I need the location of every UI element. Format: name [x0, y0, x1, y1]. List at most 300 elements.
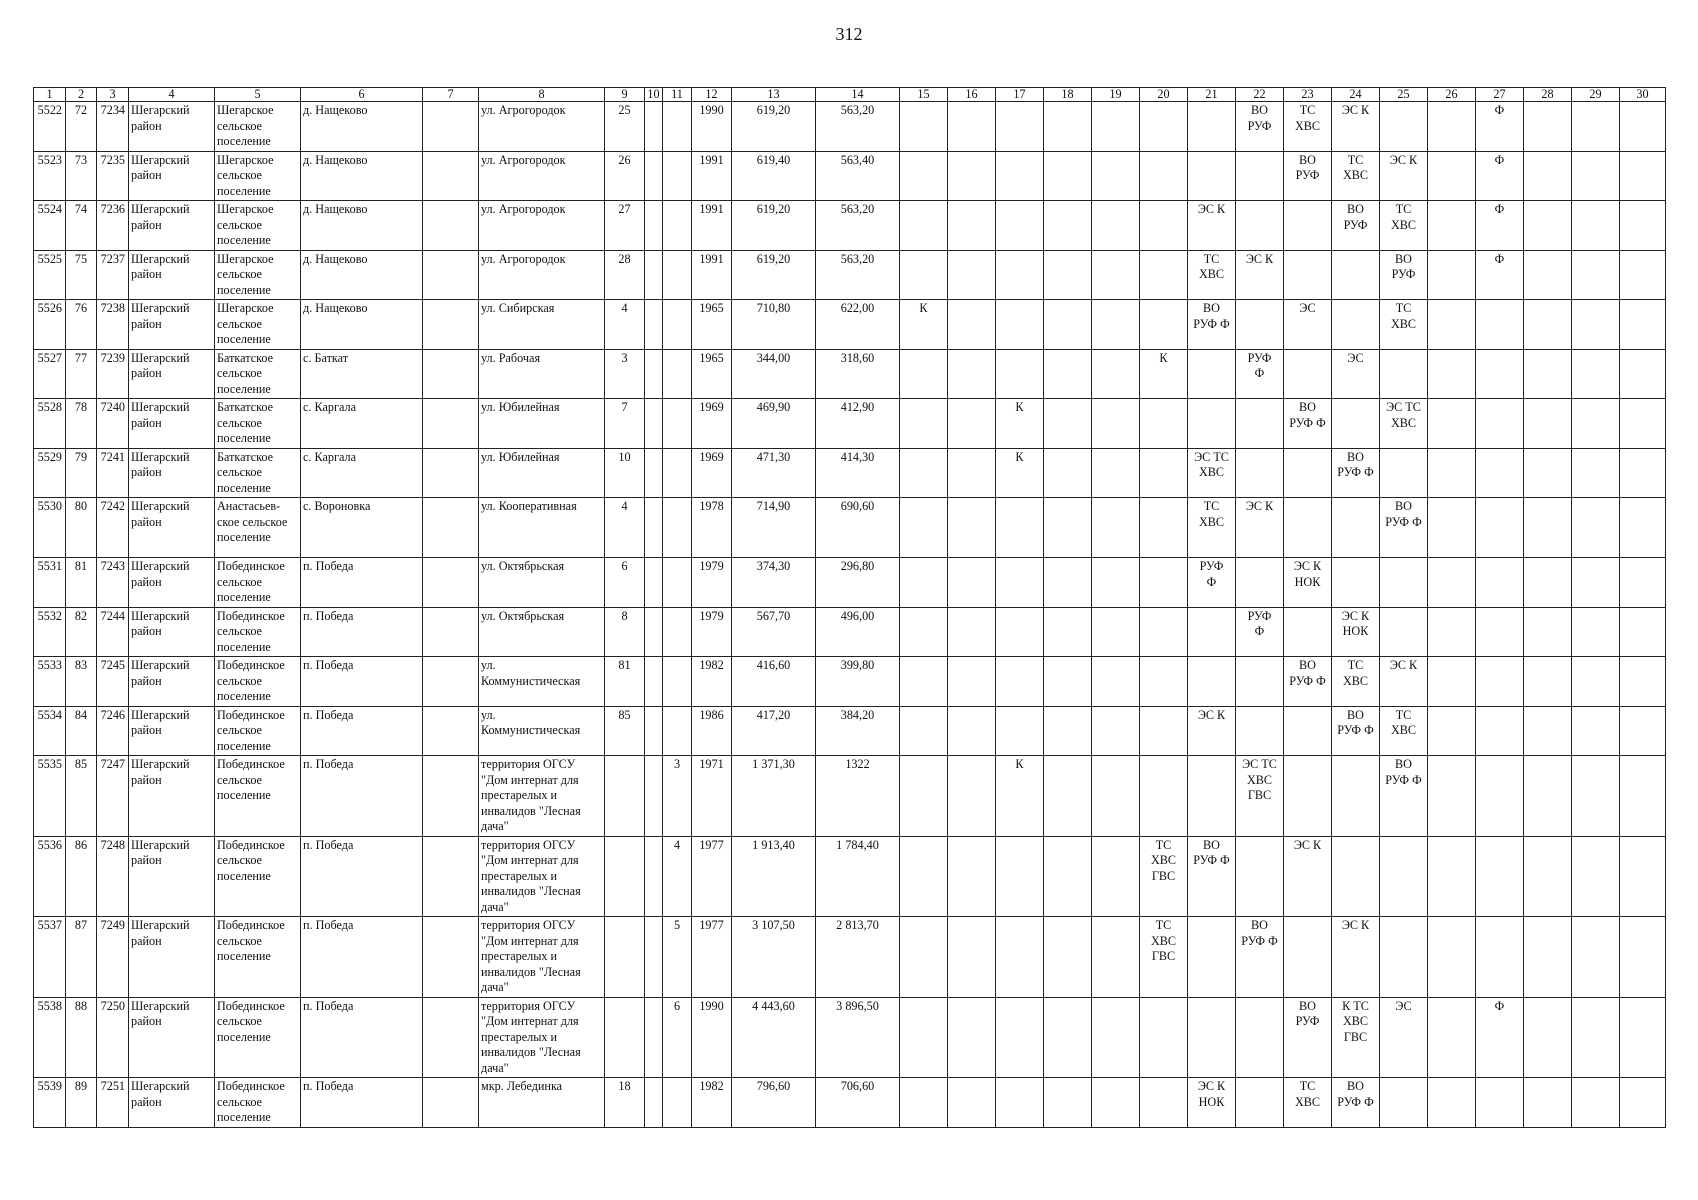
cell-col-17 [996, 607, 1044, 657]
cell-col-21: ЭС К [1188, 706, 1236, 756]
cell-col-14: 563,20 [816, 102, 900, 152]
column-header-28: 28 [1524, 88, 1572, 102]
cell-col-24 [1332, 498, 1380, 558]
cell-col-6: с. Каргала [301, 448, 423, 498]
cell-col-15 [900, 836, 948, 917]
cell-col-22 [1236, 448, 1284, 498]
column-header-7: 7 [423, 88, 479, 102]
column-header-1: 1 [34, 88, 66, 102]
cell-col-18 [1044, 756, 1092, 837]
cell-col-9: 4 [605, 300, 645, 350]
cell-col-22: ЭС К [1236, 498, 1284, 558]
cell-col-22 [1236, 657, 1284, 707]
table-row [34, 558, 1666, 608]
cell-col-18 [1044, 448, 1092, 498]
cell-col-14: 384,20 [816, 706, 900, 756]
cell-col-10 [645, 448, 663, 498]
cell-col-19 [1092, 201, 1140, 251]
cell-col-13: 417,20 [732, 706, 816, 756]
cell-col-22 [1236, 997, 1284, 1078]
table-row [34, 448, 1666, 498]
cell-col-14: 563,40 [816, 151, 900, 201]
page-number: 312 [835, 24, 863, 44]
cell-col-21: ВО РУФ Ф [1188, 300, 1236, 350]
cell-col-5: Побединское сельское поселение [215, 558, 301, 608]
cell-col-2: 86 [66, 836, 97, 917]
cell-col-28 [1524, 836, 1572, 917]
cell-col-23 [1284, 607, 1332, 657]
cell-col-8: ул. Агрогородок [479, 102, 605, 152]
cell-col-3: 7241 [97, 448, 129, 498]
cell-col-15 [900, 102, 948, 152]
cell-col-17 [996, 498, 1044, 558]
cell-col-27: Ф [1476, 102, 1524, 152]
cell-col-15 [900, 657, 948, 707]
cell-col-10 [645, 1078, 663, 1128]
cell-col-6: п. Победа [301, 756, 423, 837]
table-row [34, 607, 1666, 657]
cell-col-1: 5534 [34, 706, 66, 756]
cell-col-4: Шегарский район [129, 201, 215, 251]
cell-col-8: ул. Юбилейная [479, 448, 605, 498]
cell-col-30 [1620, 997, 1666, 1078]
cell-col-7 [423, 399, 479, 449]
cell-col-2: 84 [66, 706, 97, 756]
cell-col-14: 412,90 [816, 399, 900, 449]
cell-col-18 [1044, 706, 1092, 756]
cell-col-28 [1524, 997, 1572, 1078]
cell-col-17 [996, 151, 1044, 201]
cell-col-22 [1236, 558, 1284, 608]
cell-col-21: ВО РУФ Ф [1188, 836, 1236, 917]
cell-col-1: 5525 [34, 250, 66, 300]
cell-col-9: 85 [605, 706, 645, 756]
cell-col-20 [1140, 997, 1188, 1078]
cell-col-5: Баткатское сельское поселение [215, 399, 301, 449]
table-row [34, 997, 1666, 1078]
cell-col-14: 690,60 [816, 498, 900, 558]
cell-col-27 [1476, 756, 1524, 837]
cell-col-2: 75 [66, 250, 97, 300]
cell-col-7 [423, 250, 479, 300]
cell-col-27 [1476, 448, 1524, 498]
cell-col-25: ВО РУФ Ф [1380, 498, 1428, 558]
cell-col-7 [423, 448, 479, 498]
cell-col-8: территория ОГСУ "Дом интернат для престарелых и инвалидов "Лесная дача" [479, 917, 605, 998]
cell-col-25 [1380, 102, 1428, 152]
cell-col-19 [1092, 151, 1140, 201]
cell-col-21: РУФ Ф [1188, 558, 1236, 608]
table-row [34, 498, 1666, 558]
cell-col-8: ул. Агрогородок [479, 201, 605, 251]
column-header-8: 8 [479, 88, 605, 102]
cell-col-7 [423, 300, 479, 350]
cell-col-10 [645, 349, 663, 399]
cell-col-29 [1572, 250, 1620, 300]
cell-col-8: ул. Агрогородок [479, 250, 605, 300]
cell-col-8: мкр. Лебединка [479, 1078, 605, 1128]
cell-col-21: ЭС К [1188, 201, 1236, 251]
cell-col-27 [1476, 349, 1524, 399]
cell-col-5: Баткатское сельское поселение [215, 349, 301, 399]
cell-col-19 [1092, 607, 1140, 657]
cell-col-2: 73 [66, 151, 97, 201]
cell-col-9: 3 [605, 349, 645, 399]
cell-col-14: 706,60 [816, 1078, 900, 1128]
column-header-30: 30 [1620, 88, 1666, 102]
cell-col-3: 7239 [97, 349, 129, 399]
cell-col-25: ТС ХВС [1380, 201, 1428, 251]
cell-col-7 [423, 607, 479, 657]
cell-col-1: 5523 [34, 151, 66, 201]
cell-col-16 [948, 300, 996, 350]
cell-col-29 [1572, 997, 1620, 1078]
table-row [34, 349, 1666, 399]
column-header-24: 24 [1332, 88, 1380, 102]
cell-col-5: Побединское сельское поселение [215, 706, 301, 756]
cell-col-5: Побединское сельское поселение [215, 657, 301, 707]
cell-col-5: Баткатское сельское поселение [215, 448, 301, 498]
column-header-11: 11 [663, 88, 692, 102]
cell-col-6: п. Победа [301, 997, 423, 1078]
cell-col-12: 1977 [692, 836, 732, 917]
cell-col-5: Шегарское сельское поселение [215, 201, 301, 251]
cell-col-30 [1620, 917, 1666, 998]
cell-col-19 [1092, 706, 1140, 756]
column-header-12: 12 [692, 88, 732, 102]
cell-col-27 [1476, 836, 1524, 917]
cell-col-1: 5527 [34, 349, 66, 399]
cell-col-14: 296,80 [816, 558, 900, 608]
table-row [34, 399, 1666, 449]
cell-col-16 [948, 836, 996, 917]
cell-col-30 [1620, 706, 1666, 756]
cell-col-7 [423, 1078, 479, 1128]
cell-col-17 [996, 836, 1044, 917]
cell-col-28 [1524, 448, 1572, 498]
cell-col-29 [1572, 201, 1620, 251]
cell-col-5: Побединское сельское поселение [215, 997, 301, 1078]
cell-col-10 [645, 997, 663, 1078]
cell-col-14: 1322 [816, 756, 900, 837]
cell-col-1: 5531 [34, 558, 66, 608]
cell-col-18 [1044, 399, 1092, 449]
cell-col-29 [1572, 1078, 1620, 1128]
cell-col-13: 796,60 [732, 1078, 816, 1128]
cell-col-27 [1476, 399, 1524, 449]
cell-col-8: ул. Октябрьская [479, 558, 605, 608]
column-header-13: 13 [732, 88, 816, 102]
cell-col-25 [1380, 1078, 1428, 1128]
cell-col-12: 1991 [692, 201, 732, 251]
cell-col-23: ЭС [1284, 300, 1332, 350]
cell-col-17 [996, 917, 1044, 998]
cell-col-18 [1044, 498, 1092, 558]
cell-col-30 [1620, 756, 1666, 837]
cell-col-3: 7249 [97, 917, 129, 998]
cell-col-29 [1572, 607, 1620, 657]
cell-col-7 [423, 349, 479, 399]
cell-col-8: территория ОГСУ "Дом интернат для престарелых и инвалидов "Лесная дача" [479, 756, 605, 837]
cell-col-30 [1620, 558, 1666, 608]
cell-col-28 [1524, 706, 1572, 756]
cell-col-20: ТС ХВС ГВС [1140, 917, 1188, 998]
cell-col-30 [1620, 300, 1666, 350]
cell-col-30 [1620, 151, 1666, 201]
cell-col-28 [1524, 201, 1572, 251]
cell-col-4: Шегарский район [129, 706, 215, 756]
cell-col-6: с. Баткат [301, 349, 423, 399]
cell-col-3: 7238 [97, 300, 129, 350]
cell-col-20 [1140, 201, 1188, 251]
cell-col-13: 619,40 [732, 151, 816, 201]
cell-col-10 [645, 201, 663, 251]
cell-col-2: 87 [66, 917, 97, 998]
cell-col-26 [1428, 349, 1476, 399]
cell-col-11 [663, 300, 692, 350]
cell-col-8: ул. Кооперативная [479, 498, 605, 558]
cell-col-1: 5538 [34, 997, 66, 1078]
cell-col-8: ул. Октябрьская [479, 607, 605, 657]
cell-col-4: Шегарский район [129, 607, 215, 657]
cell-col-15: К [900, 300, 948, 350]
cell-col-29 [1572, 498, 1620, 558]
cell-col-19 [1092, 102, 1140, 152]
cell-col-26 [1428, 997, 1476, 1078]
cell-col-10 [645, 836, 663, 917]
cell-col-13: 374,30 [732, 558, 816, 608]
cell-col-22 [1236, 1078, 1284, 1128]
cell-col-1: 5537 [34, 917, 66, 998]
cell-col-30 [1620, 607, 1666, 657]
cell-col-4: Шегарский район [129, 102, 215, 152]
cell-col-22: РУФ Ф [1236, 607, 1284, 657]
cell-col-1: 5529 [34, 448, 66, 498]
cell-col-7 [423, 201, 479, 251]
cell-col-25: ЭС [1380, 997, 1428, 1078]
cell-col-8: ул. Юбилейная [479, 399, 605, 449]
cell-col-27 [1476, 607, 1524, 657]
cell-col-24: ТС ХВС [1332, 657, 1380, 707]
cell-col-24 [1332, 300, 1380, 350]
cell-col-7 [423, 756, 479, 837]
cell-col-18 [1044, 657, 1092, 707]
cell-col-16 [948, 448, 996, 498]
table-row [34, 300, 1666, 350]
cell-col-15 [900, 607, 948, 657]
cell-col-30 [1620, 250, 1666, 300]
table-row [34, 151, 1666, 201]
cell-col-24 [1332, 399, 1380, 449]
cell-col-28 [1524, 657, 1572, 707]
cell-col-24: ЭС К [1332, 102, 1380, 152]
cell-col-14: 414,30 [816, 448, 900, 498]
cell-col-25: ВО РУФ Ф [1380, 756, 1428, 837]
cell-col-10 [645, 102, 663, 152]
cell-col-25 [1380, 349, 1428, 399]
cell-col-28 [1524, 151, 1572, 201]
cell-col-2: 80 [66, 498, 97, 558]
cell-col-27: Ф [1476, 201, 1524, 251]
cell-col-12: 1979 [692, 607, 732, 657]
cell-col-5: Шегарское сельское поселение [215, 102, 301, 152]
cell-col-11: 4 [663, 836, 692, 917]
cell-col-26 [1428, 917, 1476, 998]
cell-col-23: ЭС К [1284, 836, 1332, 917]
cell-col-9 [605, 756, 645, 837]
cell-col-8: ул. Коммунистическая [479, 706, 605, 756]
cell-col-6: п. Победа [301, 657, 423, 707]
cell-col-15 [900, 756, 948, 837]
cell-col-3: 7251 [97, 1078, 129, 1128]
cell-col-30 [1620, 498, 1666, 558]
cell-col-17: К [996, 448, 1044, 498]
cell-col-9: 26 [605, 151, 645, 201]
cell-col-18 [1044, 102, 1092, 152]
cell-col-5: Побединское сельское поселение [215, 1078, 301, 1128]
cell-col-19 [1092, 349, 1140, 399]
cell-col-23: ВО РУФ Ф [1284, 657, 1332, 707]
cell-col-14: 622,00 [816, 300, 900, 350]
cell-col-12: 1969 [692, 448, 732, 498]
cell-col-8: территория ОГСУ "Дом интернат для престарелых и инвалидов "Лесная дача" [479, 836, 605, 917]
cell-col-29 [1572, 349, 1620, 399]
cell-col-30 [1620, 448, 1666, 498]
column-header-27: 27 [1476, 88, 1524, 102]
cell-col-12: 1978 [692, 498, 732, 558]
cell-col-7 [423, 102, 479, 152]
cell-col-22 [1236, 399, 1284, 449]
cell-col-22: ВО РУФ [1236, 102, 1284, 152]
cell-col-6: д. Нащеково [301, 250, 423, 300]
cell-col-20 [1140, 151, 1188, 201]
cell-col-29 [1572, 300, 1620, 350]
cell-col-23 [1284, 201, 1332, 251]
cell-col-18 [1044, 558, 1092, 608]
cell-col-6: п. Победа [301, 558, 423, 608]
cell-col-8: ул. Коммунистическая [479, 657, 605, 707]
cell-col-5: Побединское сельское поселение [215, 756, 301, 837]
cell-col-2: 85 [66, 756, 97, 837]
cell-col-4: Шегарский район [129, 399, 215, 449]
cell-col-4: Шегарский район [129, 917, 215, 998]
cell-col-13: 714,90 [732, 498, 816, 558]
cell-col-18 [1044, 300, 1092, 350]
cell-col-15 [900, 498, 948, 558]
cell-col-15 [900, 151, 948, 201]
cell-col-9: 25 [605, 102, 645, 152]
cell-col-2: 89 [66, 1078, 97, 1128]
cell-col-16 [948, 250, 996, 300]
cell-col-12: 1982 [692, 1078, 732, 1128]
column-header-19: 19 [1092, 88, 1140, 102]
cell-col-3: 7248 [97, 836, 129, 917]
cell-col-5: Шегарское сельское поселение [215, 151, 301, 201]
cell-col-26 [1428, 558, 1476, 608]
cell-col-21: ТС ХВС [1188, 498, 1236, 558]
table-row [34, 706, 1666, 756]
cell-col-23 [1284, 498, 1332, 558]
cell-col-10 [645, 399, 663, 449]
cell-col-20 [1140, 558, 1188, 608]
column-header-18: 18 [1044, 88, 1092, 102]
cell-col-4: Шегарский район [129, 1078, 215, 1128]
cell-col-17 [996, 997, 1044, 1078]
cell-col-13: 3 107,50 [732, 917, 816, 998]
cell-col-9: 6 [605, 558, 645, 608]
cell-col-10 [645, 558, 663, 608]
cell-col-18 [1044, 836, 1092, 917]
cell-col-24 [1332, 558, 1380, 608]
cell-col-15 [900, 706, 948, 756]
cell-col-4: Шегарский район [129, 836, 215, 917]
cell-col-11: 5 [663, 917, 692, 998]
cell-col-2: 83 [66, 657, 97, 707]
cell-col-24: ЭС К НОК [1332, 607, 1380, 657]
cell-col-20 [1140, 448, 1188, 498]
cell-col-28 [1524, 756, 1572, 837]
cell-col-24: ВО РУФ Ф [1332, 448, 1380, 498]
cell-col-5: Побединское сельское поселение [215, 607, 301, 657]
cell-col-24: К ТС ХВС ГВС [1332, 997, 1380, 1078]
cell-col-17 [996, 201, 1044, 251]
cell-col-18 [1044, 349, 1092, 399]
cell-col-29 [1572, 657, 1620, 707]
cell-col-4: Шегарский район [129, 300, 215, 350]
cell-col-17 [996, 657, 1044, 707]
table-row [34, 102, 1666, 152]
cell-col-8: ул. Рабочая [479, 349, 605, 399]
cell-col-26 [1428, 201, 1476, 251]
cell-col-25: ТС ХВС [1380, 300, 1428, 350]
cell-col-21: ЭС К НОК [1188, 1078, 1236, 1128]
cell-col-26 [1428, 607, 1476, 657]
cell-col-20 [1140, 399, 1188, 449]
cell-col-11 [663, 250, 692, 300]
cell-col-1: 5539 [34, 1078, 66, 1128]
table-row [34, 917, 1666, 998]
cell-col-23: ВО РУФ Ф [1284, 399, 1332, 449]
cell-col-12: 1965 [692, 300, 732, 350]
cell-col-9: 81 [605, 657, 645, 707]
cell-col-14: 496,00 [816, 607, 900, 657]
cell-col-26 [1428, 102, 1476, 152]
cell-col-22 [1236, 201, 1284, 251]
cell-col-9: 28 [605, 250, 645, 300]
cell-col-11 [663, 201, 692, 251]
cell-col-26 [1428, 498, 1476, 558]
cell-col-13: 1 913,40 [732, 836, 816, 917]
cell-col-29 [1572, 836, 1620, 917]
cell-col-17 [996, 349, 1044, 399]
column-header-20: 20 [1140, 88, 1188, 102]
cell-col-23 [1284, 706, 1332, 756]
cell-col-4: Шегарский район [129, 756, 215, 837]
cell-col-13: 469,90 [732, 399, 816, 449]
cell-col-25 [1380, 448, 1428, 498]
cell-col-25 [1380, 836, 1428, 917]
cell-col-28 [1524, 102, 1572, 152]
cell-col-13: 344,00 [732, 349, 816, 399]
cell-col-16 [948, 201, 996, 251]
cell-col-21 [1188, 399, 1236, 449]
cell-col-3: 7243 [97, 558, 129, 608]
cell-col-12: 1977 [692, 917, 732, 998]
cell-col-16 [948, 607, 996, 657]
cell-col-25: ЭС К [1380, 657, 1428, 707]
cell-col-7 [423, 836, 479, 917]
cell-col-1: 5528 [34, 399, 66, 449]
